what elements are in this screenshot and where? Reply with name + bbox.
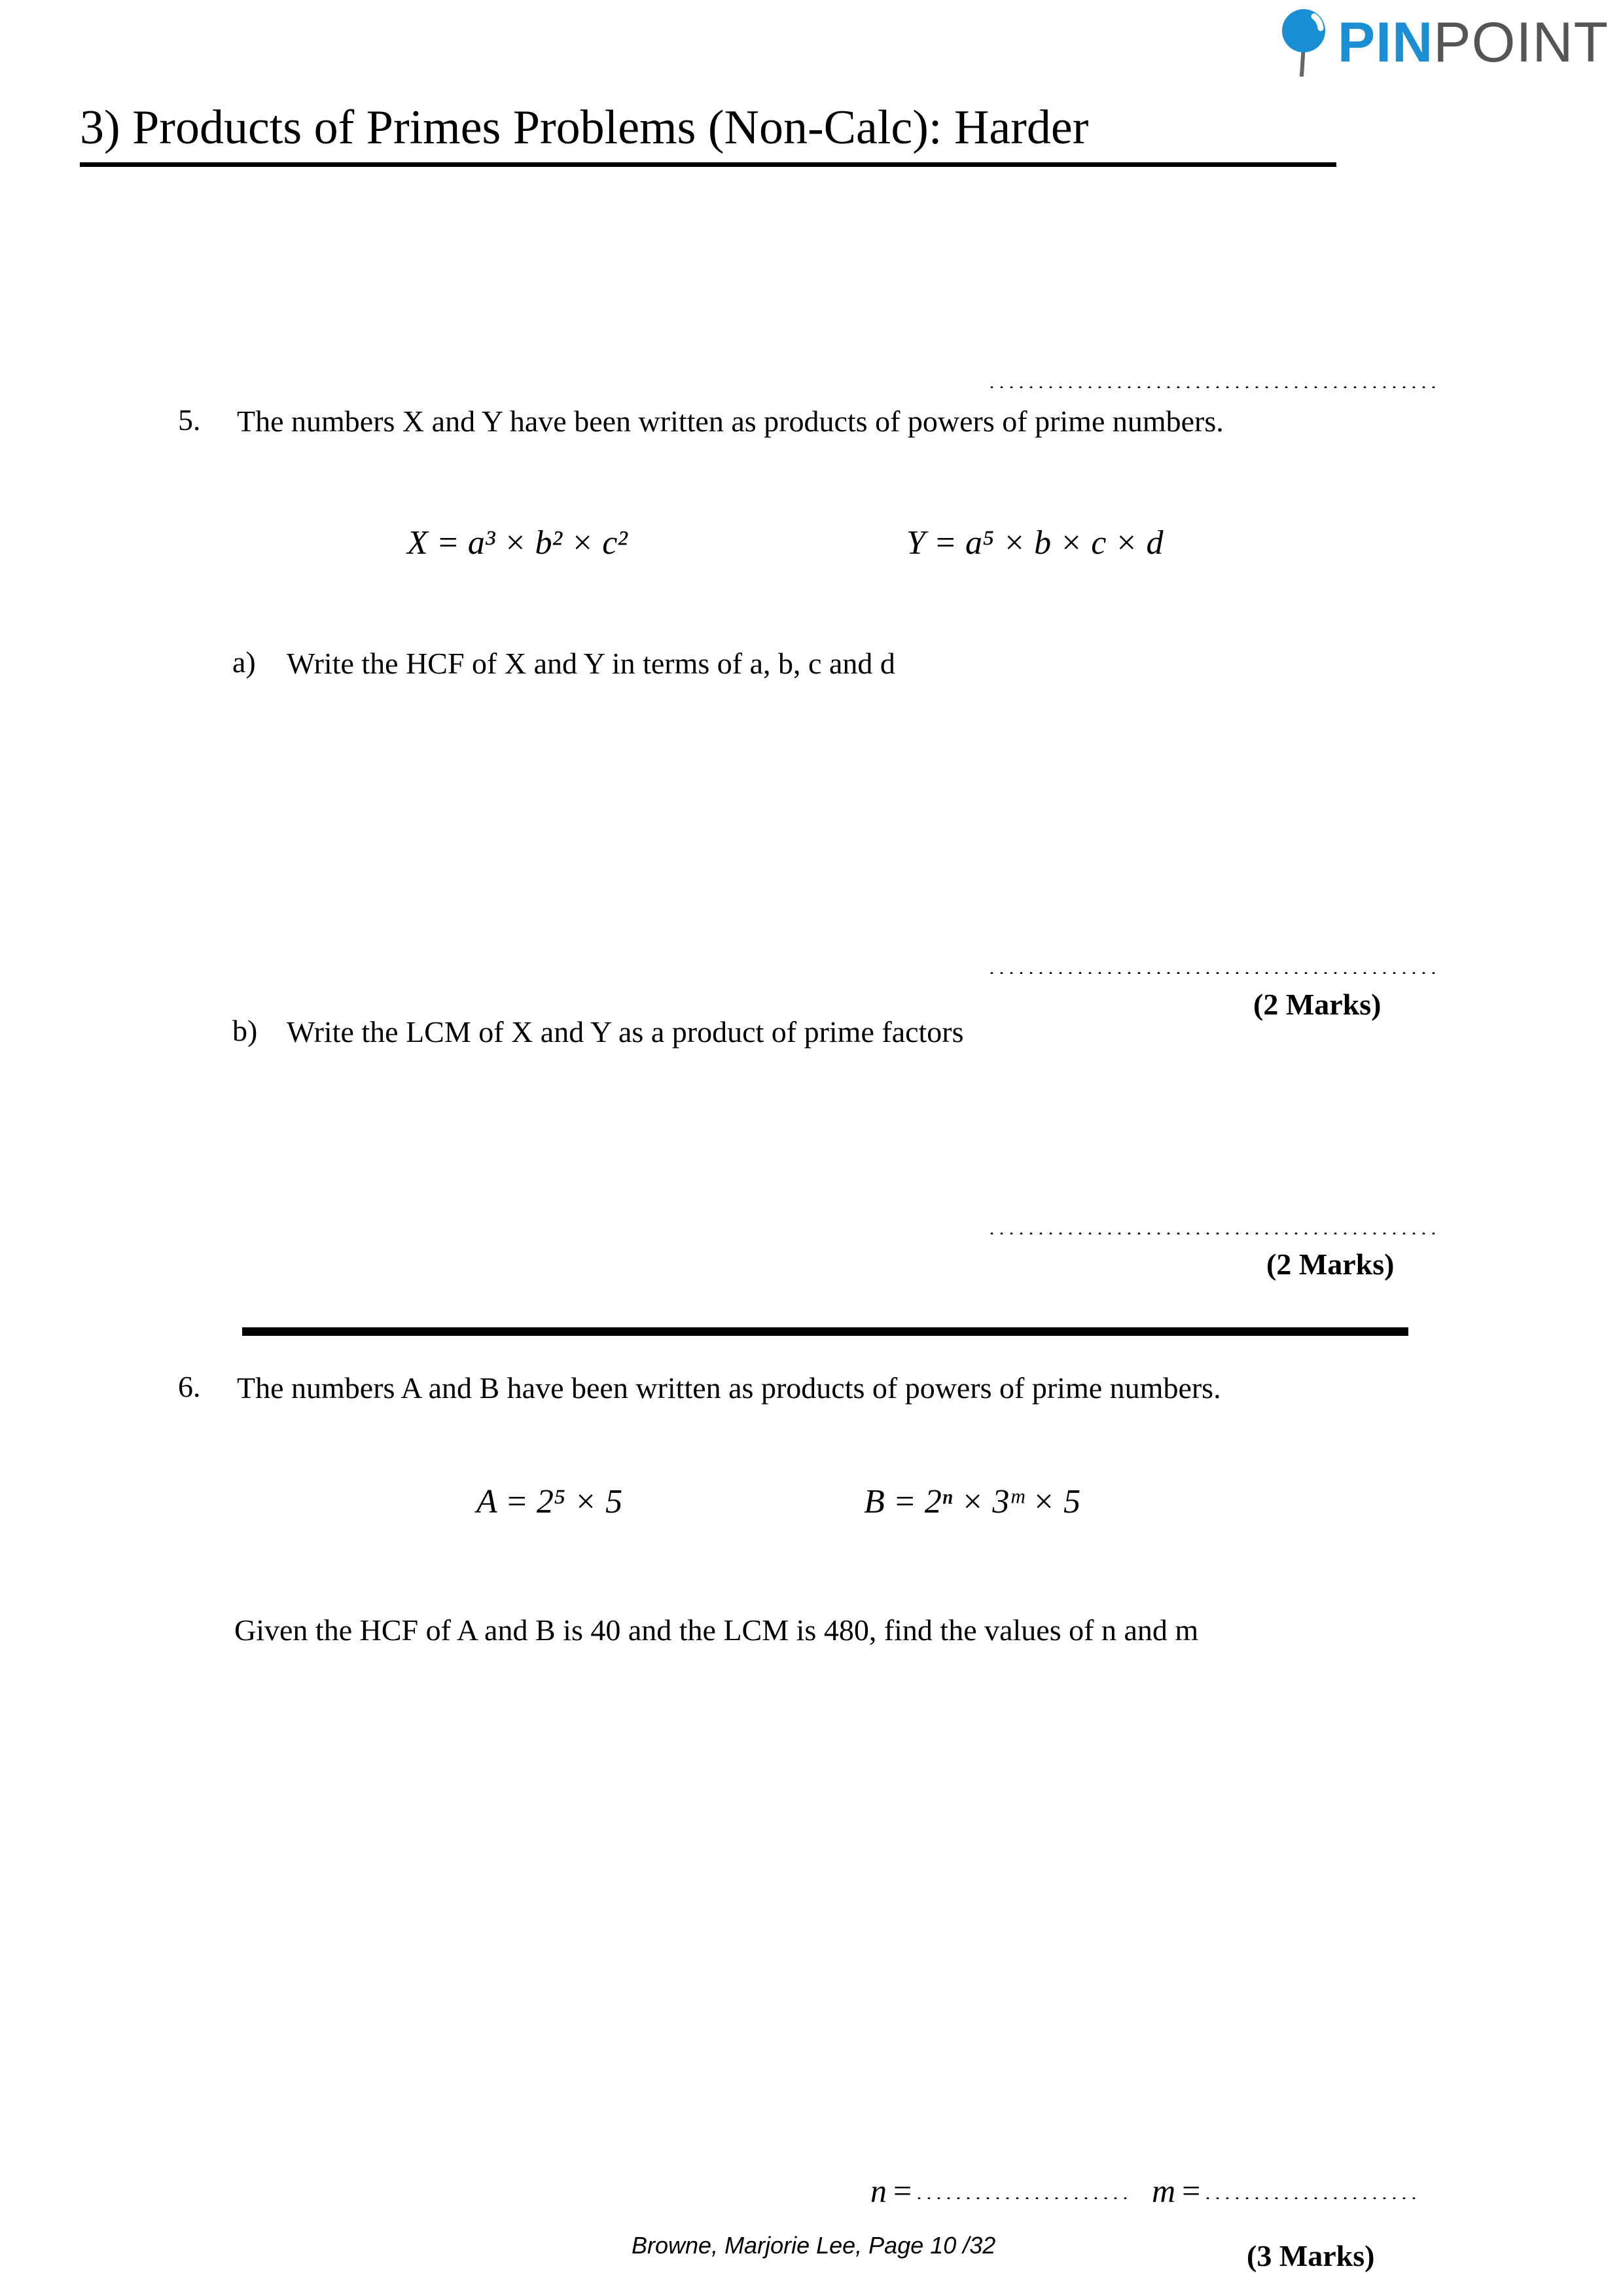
logo-text-pin: PIN bbox=[1337, 11, 1434, 74]
pinpoint-logo bbox=[1274, 5, 1609, 77]
marks-5a: (2 Marks) bbox=[1253, 988, 1382, 1021]
answer-line-5a[interactable] bbox=[987, 969, 1440, 974]
marks-6: (3 Marks) bbox=[1247, 2239, 1375, 2272]
answer-line-5b[interactable] bbox=[987, 1229, 1440, 1234]
section-divider bbox=[242, 1327, 1408, 1336]
logo-wordmark bbox=[1337, 11, 1609, 74]
question-6-definition-A bbox=[476, 1482, 622, 1521]
page-title: 3) Products of Primes Problems (Non-Calc): Harder bbox=[80, 101, 1089, 154]
math-B-expression: B = 2ⁿ × 3ᵐ × 5 bbox=[864, 1483, 1081, 1520]
marks-5b: (2 Marks) bbox=[1266, 1247, 1395, 1281]
answer-line-previous[interactable] bbox=[987, 383, 1440, 388]
question-5-stem: The numbers X and Y have been written as products of powers of prime numbers. bbox=[237, 404, 1224, 438]
answer-slot-m[interactable] bbox=[1152, 2172, 1419, 2210]
question-6-stem: The numbers A and B have been written as products of powers of prime numbers. bbox=[237, 1371, 1221, 1405]
question-5b-text: Write the LCM of X and Y as a product of prime factors bbox=[287, 1015, 964, 1049]
logo-text-point: POINT bbox=[1433, 11, 1609, 74]
answer-slot-n-variable: n bbox=[870, 2172, 887, 2209]
answer-slot-m-dots[interactable] bbox=[1203, 2194, 1419, 2199]
question-6-definition-B bbox=[864, 1482, 1080, 1521]
question-5-number: 5. bbox=[178, 403, 201, 437]
question-5a-text: Write the HCF of X and Y in terms of a, b, c and d bbox=[287, 647, 895, 680]
question-6-instruction: Given the HCF of A and B is 40 and the LCM is 480, find the values of n and m bbox=[234, 1613, 1199, 1647]
question-5-definition-X bbox=[407, 524, 628, 562]
answer-slot-n-dots[interactable] bbox=[914, 2194, 1130, 2199]
question-5-definition-Y bbox=[906, 524, 1163, 562]
question-5a-label: a) bbox=[232, 645, 256, 679]
footer-credit: Browne, Marjorie Lee, Page 10 /32 bbox=[632, 2232, 996, 2259]
math-Y-expression: Y = a⁵ × b × c × d bbox=[906, 524, 1164, 562]
answer-slot-m-equals: = bbox=[1182, 2172, 1201, 2209]
answer-slot-m-variable: m bbox=[1152, 2172, 1176, 2209]
map-pin-icon bbox=[1274, 6, 1334, 77]
title-underline bbox=[80, 162, 1336, 167]
math-A-expression: A = 2⁵ × 5 bbox=[476, 1483, 623, 1520]
answer-slot-n[interactable] bbox=[870, 2172, 1130, 2210]
question-6-number: 6. bbox=[178, 1370, 201, 1403]
answer-slot-n-equals: = bbox=[893, 2172, 912, 2209]
math-X-expression: X = a³ × b² × c² bbox=[407, 524, 628, 562]
question-5b-label: b) bbox=[232, 1014, 258, 1047]
